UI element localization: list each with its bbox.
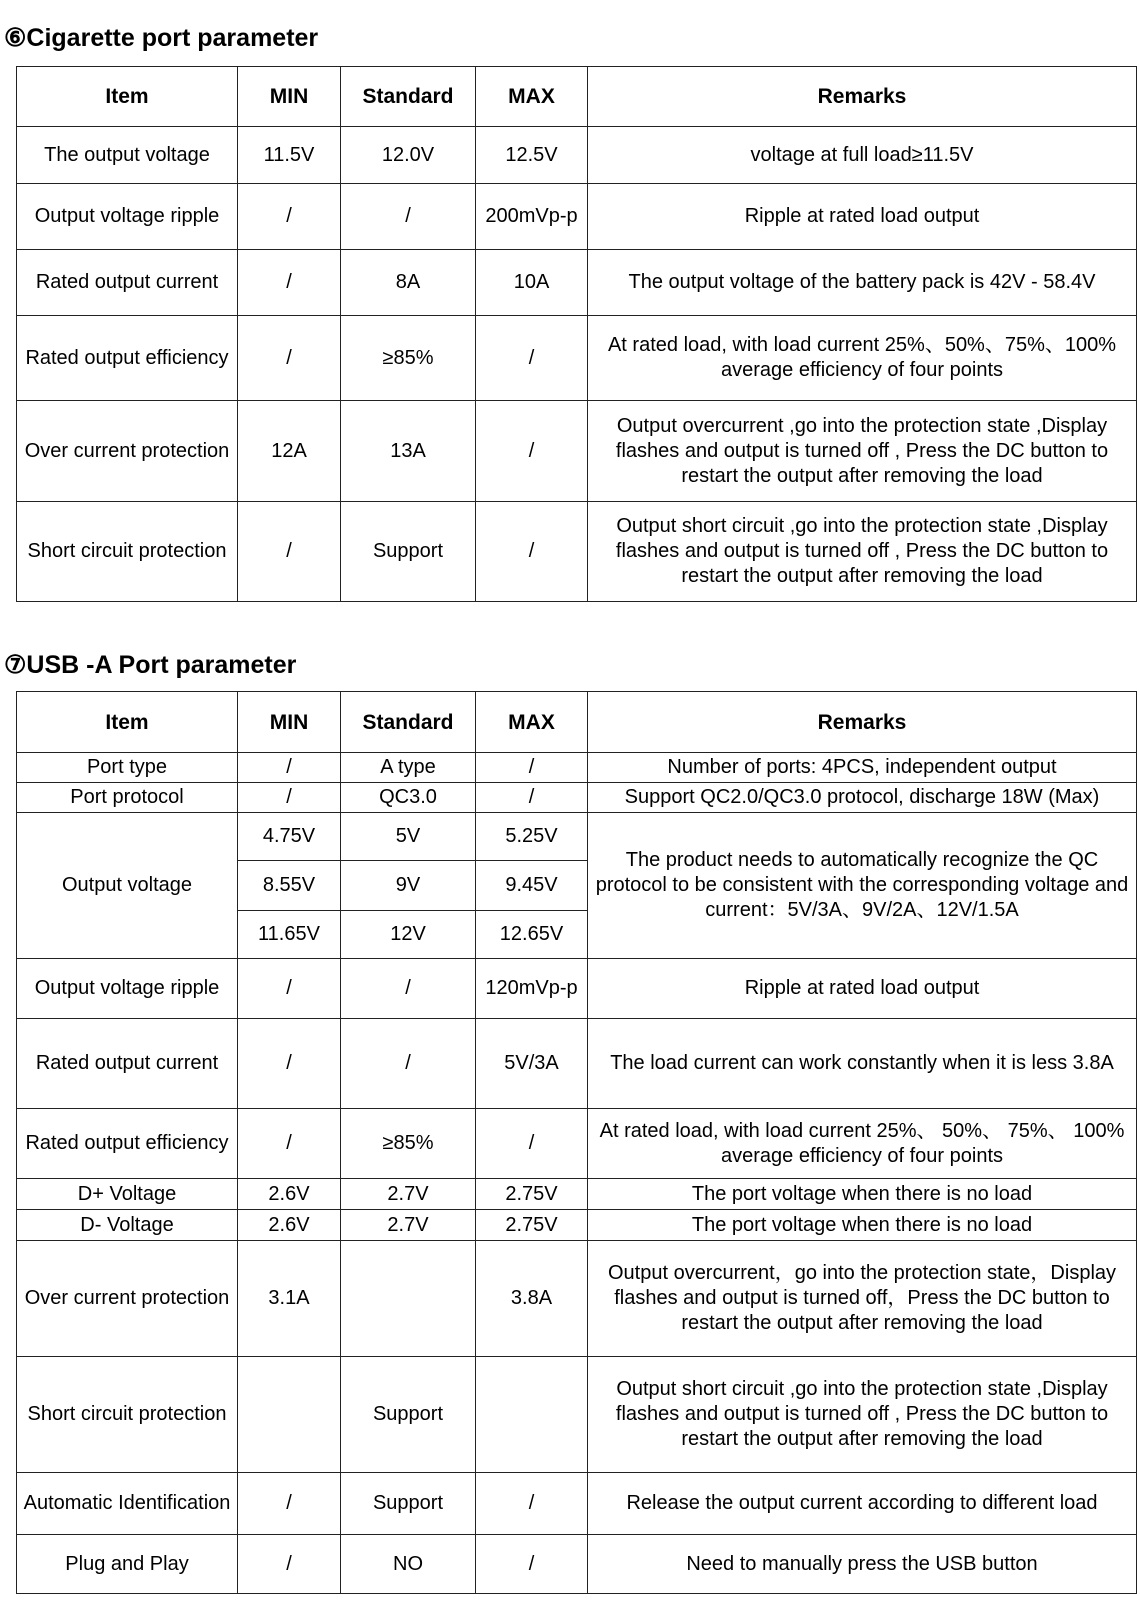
cell-item: D- Voltage <box>17 1210 238 1241</box>
table-row <box>17 959 1137 1019</box>
cell-standard: 8A <box>341 250 476 316</box>
cell-item: The output voltage <box>17 127 238 184</box>
cell-standard: 2.7V <box>341 1179 476 1210</box>
cell-min: / <box>238 250 341 316</box>
usb-a-port-table <box>16 691 1137 1594</box>
cell-item: Rated output current <box>17 1019 238 1109</box>
cell-item: Rated output current <box>17 250 238 316</box>
cell-standard: QC3.0 <box>341 783 476 813</box>
cell-item: Over current protection <box>17 1241 238 1357</box>
cell-min: 12A <box>238 401 341 502</box>
table-row <box>17 502 1137 602</box>
cell-item: Automatic Identification <box>17 1473 238 1535</box>
cell-item: Short circuit protection <box>17 1357 238 1473</box>
cigarette-port-title: ⑥Cigarette port parameter <box>4 24 319 52</box>
cell-max: 3.8A <box>476 1241 588 1357</box>
cell-standard: ≥85% <box>341 316 476 401</box>
cell-standard: 5V <box>341 813 476 861</box>
cell-max: / <box>476 502 588 602</box>
header-remarks: Remarks <box>588 67 1137 127</box>
header-min: MIN <box>238 692 341 753</box>
cell-standard: Support <box>341 1357 476 1473</box>
cell-remarks: Output overcurrent ,go into the protection state ,Display flashes and output is turned off , Press the DC button to restart the output after removing the load <box>588 401 1137 502</box>
cell-remarks: voltage at full load≥11.5V <box>588 127 1137 184</box>
cell-min: 11.65V <box>238 911 341 959</box>
cell-min: / <box>238 1109 341 1179</box>
header-remarks: Remarks <box>588 692 1137 753</box>
cell-min: 4.75V <box>238 813 341 861</box>
cell-remarks: Need to manually press the USB button <box>588 1535 1137 1594</box>
cell-item: Port type <box>17 753 238 783</box>
cell-min: 3.1A <box>238 1241 341 1357</box>
table-header-row <box>17 692 1137 753</box>
table-row <box>17 1473 1137 1535</box>
cell-standard: Support <box>341 502 476 602</box>
cell-min: 2.6V <box>238 1179 341 1210</box>
table-row <box>17 1535 1137 1594</box>
cell-min: / <box>238 1473 341 1535</box>
cell-item: D+ Voltage <box>17 1179 238 1210</box>
cell-item: Rated output efficiency <box>17 316 238 401</box>
header-max: MAX <box>476 67 588 127</box>
cell-remarks: At rated load, with load current 25%、50%、75%、100% average efficiency of four points <box>588 316 1137 401</box>
table-row <box>17 1179 1137 1210</box>
cell-standard: 9V <box>341 861 476 911</box>
cell-max: 120mVp-p <box>476 959 588 1019</box>
cell-max: / <box>476 753 588 783</box>
cell-item: Output voltage ripple <box>17 184 238 250</box>
cell-remarks: Output overcurrent，go into the protection state，Display flashes and output is turned off，Press the DC button to restart the output after removing the load <box>588 1241 1137 1357</box>
header-item: Item <box>17 67 238 127</box>
cell-max: 200mVp-p <box>476 184 588 250</box>
cell-standard: 13A <box>341 401 476 502</box>
cell-standard: ≥85% <box>341 1109 476 1179</box>
cell-min: / <box>238 1535 341 1594</box>
cell-max: 2.75V <box>476 1179 588 1210</box>
cell-max: / <box>476 401 588 502</box>
header-item: Item <box>17 692 238 753</box>
cell-min: / <box>238 502 341 602</box>
cell-item: Output voltage ripple <box>17 959 238 1019</box>
cell-standard: 2.7V <box>341 1210 476 1241</box>
cell-item: Output voltage <box>17 813 238 959</box>
table-row <box>17 813 1137 861</box>
cell-max: 5.25V <box>476 813 588 861</box>
table-row <box>17 316 1137 401</box>
cell-item: Rated output efficiency <box>17 1109 238 1179</box>
cell-standard: 12V <box>341 911 476 959</box>
table-row <box>17 1109 1137 1179</box>
cell-standard: / <box>341 959 476 1019</box>
table-row <box>17 1210 1137 1241</box>
cell-item: Plug and Play <box>17 1535 238 1594</box>
cell-max: 10A <box>476 250 588 316</box>
cell-remarks: The port voltage when there is no load <box>588 1210 1137 1241</box>
header-min: MIN <box>238 67 341 127</box>
cell-remarks: The load current can work constantly when it is less 3.8A <box>588 1019 1137 1109</box>
cell-min: 8.55V <box>238 861 341 911</box>
table-row <box>17 401 1137 502</box>
cell-standard: NO <box>341 1535 476 1594</box>
cell-min: / <box>238 783 341 813</box>
cell-remarks: The port voltage when there is no load <box>588 1179 1137 1210</box>
cell-remarks: Output short circuit ,go into the protection state ,Display flashes and output is turned off , Press the DC button to restart the output after removing the load <box>588 1357 1137 1473</box>
cell-standard: Support <box>341 1473 476 1535</box>
cell-max: 5V/3A <box>476 1019 588 1109</box>
cell-standard: A type <box>341 753 476 783</box>
cell-remarks: Ripple at rated load output <box>588 959 1137 1019</box>
table-header-row <box>17 67 1137 127</box>
cell-max: 9.45V <box>476 861 588 911</box>
cell-standard <box>341 1241 476 1357</box>
cell-remarks: Release the output current according to different load <box>588 1473 1137 1535</box>
header-standard: Standard <box>341 67 476 127</box>
cell-min: / <box>238 753 341 783</box>
table-row <box>17 1241 1137 1357</box>
cell-min: / <box>238 1019 341 1109</box>
cell-remarks: Number of ports: 4PCS, independent output <box>588 753 1137 783</box>
cell-standard: / <box>341 1019 476 1109</box>
table-row <box>17 127 1137 184</box>
cell-max: / <box>476 1109 588 1179</box>
cell-min: 11.5V <box>238 127 341 184</box>
table-row <box>17 783 1137 813</box>
cell-item: Port protocol <box>17 783 238 813</box>
cell-max: / <box>476 1535 588 1594</box>
cell-standard: / <box>341 184 476 250</box>
table-row <box>17 184 1137 250</box>
cell-min: / <box>238 316 341 401</box>
table-row <box>17 1019 1137 1109</box>
cell-item: Short circuit protection <box>17 502 238 602</box>
cell-remarks: Output short circuit ,go into the protection state ,Display flashes and output is turned off , Press the DC button to restart the output after removing the load <box>588 502 1137 602</box>
usb-a-port-title: ⑦USB -A Port parameter <box>4 651 297 679</box>
cell-item: Over current protection <box>17 401 238 502</box>
cell-max: 12.5V <box>476 127 588 184</box>
cell-remarks: The output voltage of the battery pack is 42V - 58.4V <box>588 250 1137 316</box>
table-row <box>17 250 1137 316</box>
cell-max: 12.65V <box>476 911 588 959</box>
cell-min <box>238 1357 341 1473</box>
cell-remarks: Support QC2.0/QC3.0 protocol, discharge 18W (Max) <box>588 783 1137 813</box>
cell-remarks: Ripple at rated load output <box>588 184 1137 250</box>
cell-max: / <box>476 316 588 401</box>
header-standard: Standard <box>341 692 476 753</box>
cell-remarks: The product needs to automatically recognize the QC protocol to be consistent with the corresponding voltage and current：5V/3A、9V/2A、12V/1.5A <box>588 813 1137 959</box>
cell-min: / <box>238 184 341 250</box>
table-row <box>17 1357 1137 1473</box>
header-max: MAX <box>476 692 588 753</box>
cell-max <box>476 1357 588 1473</box>
cell-standard: 12.0V <box>341 127 476 184</box>
cell-max: / <box>476 783 588 813</box>
table-row <box>17 753 1137 783</box>
cell-max: 2.75V <box>476 1210 588 1241</box>
cell-remarks: At rated load, with load current 25%、 50%、 75%、 100% average efficiency of four points <box>588 1109 1137 1179</box>
cell-min: / <box>238 959 341 1019</box>
cell-max: / <box>476 1473 588 1535</box>
cigarette-port-table <box>16 66 1137 602</box>
cell-min: 2.6V <box>238 1210 341 1241</box>
